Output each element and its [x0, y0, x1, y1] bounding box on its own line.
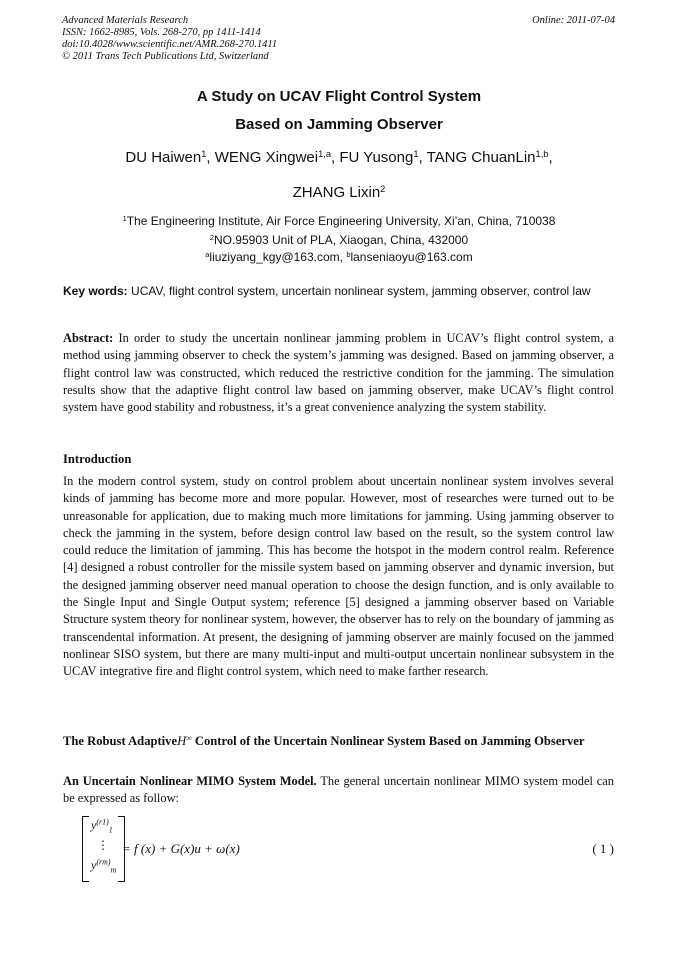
- y-symbol: y: [91, 858, 97, 872]
- index-sub: 1: [108, 825, 113, 835]
- vector-entry-bottom: [91, 858, 116, 874]
- vector-dots: ⋮: [97, 838, 109, 852]
- derivative-order: (rm): [96, 857, 111, 867]
- affiliation-text: NO.95903 Unit of PLA, Xiaogan, China, 432000: [213, 233, 469, 247]
- author-line-2: [0, 184, 678, 201]
- keywords: [63, 282, 614, 300]
- author-sup: 1,a: [318, 148, 332, 159]
- h-letter: H: [177, 734, 187, 748]
- keywords-label: Key words:: [63, 284, 128, 298]
- email-sup: a: [205, 249, 210, 259]
- email-sup: b: [346, 249, 351, 259]
- equation-number: ( 1 ): [592, 841, 614, 856]
- keywords-text: UCAV, flight control system, uncertain nonlinear system, jamming observer, control law: [131, 284, 591, 298]
- mimo-text: The general uncertain nonlinear MIMO system model can be expressed as follow:: [63, 774, 614, 806]
- h-infinity-symbol: [177, 734, 192, 748]
- issn-line: ISSN: 1662-8985, Vols. 268-270, pp 1411-1414: [62, 27, 261, 38]
- author-sup: 1: [201, 148, 207, 159]
- paper-title-line1: A Study on UCAV Flight Control System: [196, 88, 482, 105]
- email-line: $^a$liuziyang_kgy@163.com, $^b$lanseniaoyu@163.com: [205, 249, 473, 264]
- doi-line: doi:10.4028/www.scientific.net/AMR.268-270.1411: [62, 39, 278, 50]
- author-sup: 1: [413, 148, 419, 159]
- author-name: ZHANG Lixin: [292, 184, 381, 201]
- infinity-sup: ∞: [186, 733, 192, 743]
- author-name: WENG Xingwei: [214, 149, 319, 166]
- author-name: TANG ChuanLin: [426, 149, 536, 166]
- derivative-order: (r1): [96, 817, 109, 827]
- header-meta: [62, 15, 277, 63]
- author-name: FU Yusong: [339, 149, 414, 166]
- affiliation-1: [0, 214, 678, 228]
- mimo-label: An Uncertain Nonlinear MIMO System Model.: [63, 774, 317, 788]
- y-symbol: y: [91, 818, 97, 832]
- online-date: Online: 2011-07-04: [532, 15, 615, 26]
- index-sub: m: [110, 865, 117, 875]
- equation-1: [82, 814, 614, 882]
- email-a: liuziyang_kgy@163.com: [209, 250, 340, 264]
- equation-rhs: = f (x) + G(x)u + ω(x): [122, 841, 240, 856]
- abstract: [63, 330, 614, 416]
- paper-title-line2: Based on Jamming Observer: [235, 116, 443, 133]
- section-heading-pre: The Robust Adaptive: [63, 734, 178, 748]
- introduction-text: In the modern control system, study on control problem about uncertain nonlinear system involves several kinds of jamming has become more and more popular. However, most of researches were turned out to be unreasonable for application, due to making much more limitations for jamming. Using jamming observer to check the jamming in the system, before design control law based on the result, so the system control law could reduce the limitation of jamming. This has become the hotspot in the modern control realm. Reference [4] designed a robust controller for the missile system based on jamming observer and dynamic inversion, but the designed jamming observer need manual operation to choose the design function, and is only available to the Single Input and Single Output system; reference [5] designed a jamming observer based on Variable Structure system theory for nonlinear system, however, the observer has to rely on the boundary of jamming as transcendental information. At present, the designing of jamming observer are mainly focused on the jammed nonlinear SISO system, but there are many multi-input and multi-output uncertain nonlinear subsystem in the UCAV integrative fire and flight control system, which need to make farther research.: [63, 474, 614, 679]
- author-sup: 2: [380, 183, 386, 194]
- copyright-line: © 2011 Trans Tech Publications Ltd, Switzerland: [62, 51, 269, 62]
- vector-entry-top: [91, 818, 113, 834]
- section-heading: [63, 733, 614, 750]
- author-line-1: DU Haiwen$^1$, WENG Xingwei$^{1,a}$, FU Yusong$^1$, TANG ChuanLin$^{1,b}$,: [125, 148, 553, 166]
- author-sup: 1,b: [535, 148, 549, 159]
- affiliation-sup: 1: [122, 213, 127, 223]
- abstract-label: Abstract:: [63, 331, 114, 345]
- journal-name: Advanced Materials Research: [62, 15, 189, 26]
- mimo-paragraph: [63, 773, 614, 808]
- section-heading-post: Control of the Uncertain Nonlinear System Based on Jamming Observer: [194, 734, 585, 748]
- vector-bracket-left: [82, 816, 89, 882]
- affiliation-text: The Engineering Institute, Air Force Engineering University, Xi’an, China, 710038: [126, 214, 556, 228]
- affiliation-sup: 2: [209, 232, 214, 242]
- author-name: DU Haiwen: [125, 149, 202, 166]
- affiliation-2: [0, 233, 678, 247]
- email-b: lanseniaoyu@163.com: [350, 250, 473, 264]
- introduction-heading: Introduction: [63, 452, 132, 466]
- abstract-text: In order to study the uncertain nonlinear jamming problem in UCAV’s flight control system, a method using jamming observer to check the system’s jamming was designed. Based on jamming observer, a flight control law was constructed, which reduced the restrictive condition for the jamming. The simulation results show that the adaptive flight control law based on jamming observer, make UCAV’s flight control system have good stability and robustness, it’s a great convenience analyzing the system stability.: [63, 331, 614, 415]
